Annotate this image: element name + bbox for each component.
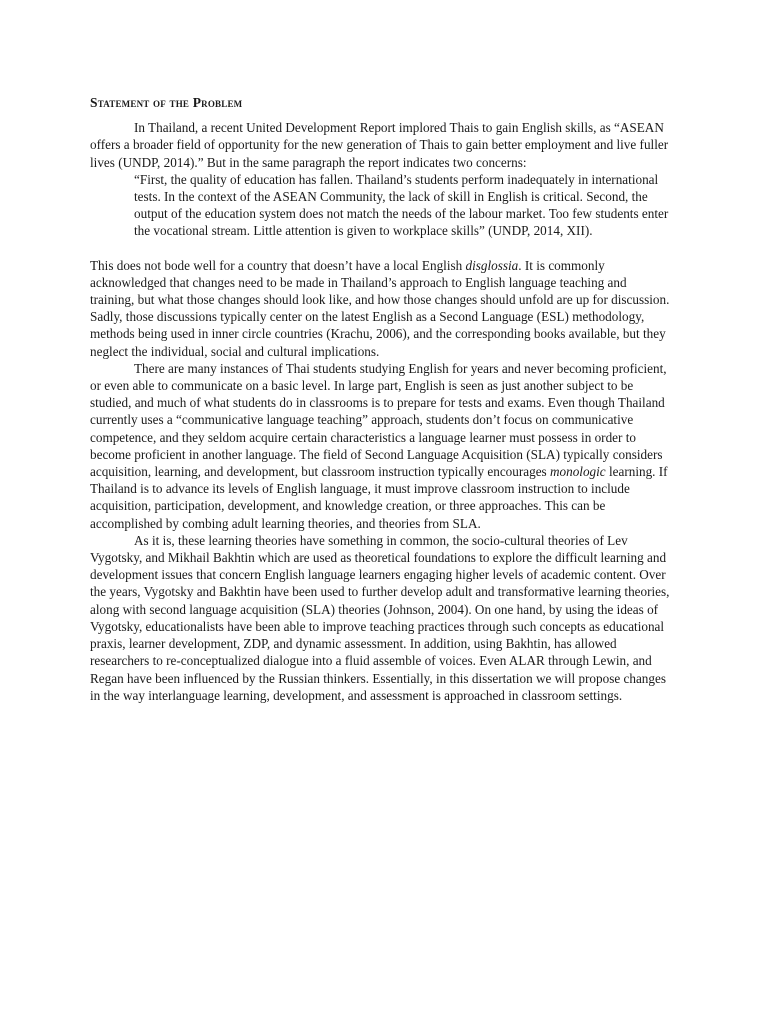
paragraph-thai-students: [90, 360, 670, 532]
paragraph-thai-students-text-a: There are many instances of Thai students studying English for years and never becoming proficient, or even able to communicate on a basic level. In large part, English is seen as just another subject to be studied, and much of what students do in classrooms is to prepare for tests and exams. Even though Thailand currently uses a “communicative language teaching” approach, students don’t focus on communicative competence, and they seldom acquire certain characteristics a language learner must possess in order to become proficient in another language. The field of Second Language Acquisition (SLA) typically considers acquisition, learning, and development, but classroom instruction typically encourages: [90, 360, 667, 480]
paragraph-disglossia-text-b: . It is commonly acknowledged that changes need to be made in Thailand’s approach to English language teaching and training, but what those changes should look like, and how those changes should unfold are up for discussion. Sadly, those discussions typically center on the latest English as a Second Language (ESL) methodology, methods being used in inner circle countries (Krachu, 2006), and the corresponding books available, but they neglect the individual, social and cultural implications.: [90, 257, 670, 359]
paragraph-disglossia: [90, 257, 670, 360]
term-monologic: monologic: [549, 464, 606, 480]
document-body: [90, 94, 670, 704]
paragraph-disglossia-text-a: This does not bode well for a country that doesn’t have a local English: [90, 257, 466, 273]
paragraph-thai-students-text-b: learning. If Thailand is to advance its levels of English language, it must improve classroom instruction to include acquisition, participation, development, and knowledge creation, or three approaches. This can be accomplished by combing adult learning theories, and theories from SLA.: [90, 464, 668, 531]
block-quote: “First, the quality of education has fallen. Thailand’s students perform inadequately in international tests. In the context of the ASEAN Community, the lack of skill in English is critical. Second, the output of the education system does not match the needs of the labour market. Too few students enter the vocational stream. Little attention is given to workplace skills” (UNDP, 2014, XII).: [134, 171, 669, 239]
paragraph-learning-theories: As it is, these learning theories have something in common, the socio-cultural theories of Lev Vygotsky, and Mikhail Bakhtin which are used as theoretical foundations to explore the difficult learning and development issues that concern English language learners engaging higher levels of academic content. Over the years, Vygotsky and Bakhtin have been used to further develop adult and transformative learning theories, along with second language acquisition (SLA) theories (Johnson, 2004). On one hand, by using the ideas of Vygotsky, educationalists have been able to improve teaching practices through such concepts as educational praxis, learner development, ZDP, and dynamic assessment. In addition, using Bakhtin, has allowed researchers to re-conceptualized dialogue into a fluid assemble of voices. Even ALAR through Lewin, and Regan have been influenced by the Russian thinkers. Essentially, in this dissertation we will propose changes in the way interlanguage learning, development, and assessment is approached in classroom settings.: [90, 532, 670, 703]
paragraph-intro: In Thailand, a recent United Development Report implored Thais to gain English skills, as “ASEAN offers a broader field of opportunity for the new generation of Thais to gain better employment and live fuller lives (UNDP, 2014).” But in the same paragraph the report indicates two concerns:: [90, 120, 669, 170]
term-disglossia: disglossia: [465, 257, 519, 273]
section-heading: Statement of the Problem: [90, 95, 243, 110]
